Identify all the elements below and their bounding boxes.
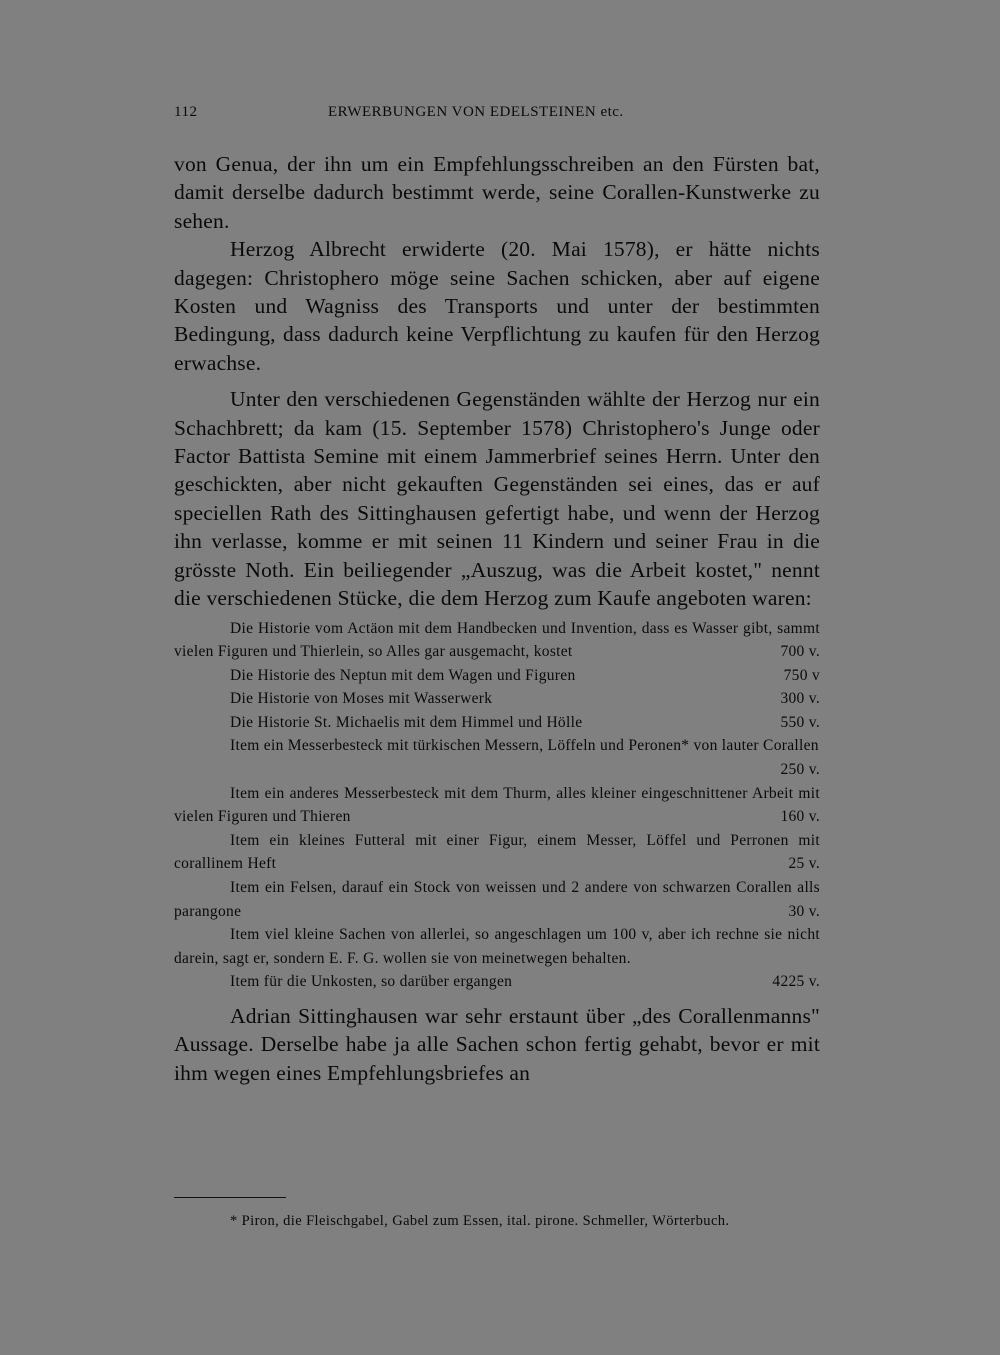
paragraph-3: Unter den verschiedenen Gegenständen wählte der Herzog nur ein Schachbrett; da kam (15. September 1578) Christophero's Junge oder Factor Battista Semine mit einem Jammerbrief seines Herrn. Unter den geschickten, aber nicht gekauften Gegenständen sei eines, das er auf speciellen Rath des Sittinghausen gefertigt habe, und wenn der Herzog ihn verlasse, komme er mit seinen 11 Kindern und seiner Frau in die grösste Noth. Ein beiliegender „Auszug, was die Arbeit kostet," nennt die verschiedenen Stücke, die dem Herzog zum Kaufe angeboten waren: bbox=[174, 387, 820, 611]
item-value: 30 v. bbox=[788, 902, 820, 920]
list-item: Die Historie vom Actäon mit dem Handbecken und Invention, dass es Wasser gibt, sammt vielen Figuren und Thierlein, so Alles gar ausgemacht, kostet 700 v. bbox=[174, 617, 820, 664]
paragraph-2: Herzog Albrecht erwiderte (20. Mai 1578), er hätte nichts dagegen: Christophero möge seine Sachen schicken, aber auf eigene Kosten und Wagniss des Transports und unter der bestimmten Bedingung, dass dadurch keine Verpflichtung zu kaufen für den Herzog erwachse. bbox=[174, 237, 820, 375]
closing-paragraph: Adrian Sittinghausen war sehr erstaunt über „des Corallenmanns" Aussage. Derselbe habe ja alle Sachen schon fertig gehabt, bevor er mit ihm wegen eines Empfehlungsbriefes an bbox=[174, 1004, 820, 1085]
list-item: Die Historie des Neptun mit dem Wagen und Figuren 750 v bbox=[174, 664, 820, 688]
cost-list bbox=[174, 617, 820, 995]
list-item: Item für die Unkosten, so darüber ergangen 4225 v. bbox=[174, 970, 820, 994]
main-text bbox=[174, 150, 820, 1087]
page-number: 112 bbox=[174, 104, 198, 120]
item-value: 25 v. bbox=[788, 855, 820, 873]
item-value: 4225 v. bbox=[772, 973, 820, 991]
item-value: 300 v. bbox=[780, 690, 820, 708]
item-value: 250 v. bbox=[780, 761, 820, 779]
running-title: ERWERBUNGEN VON EDELSTEINEN etc. bbox=[328, 104, 624, 120]
list-item: Die Historie von Moses mit Wasserwerk 300 v. bbox=[174, 687, 820, 711]
footnote: * Piron, die Fleischgabel, Gabel zum Essen, ital. pirone. Schmeller, Wörterbuch. bbox=[230, 1213, 730, 1229]
list-item: Item ein Messerbesteck mit türkischen Messern, Löffeln und Peronen* von lauter Corallen 250 v. bbox=[174, 734, 820, 781]
paragraph-1: von Genua, der ihn um ein Empfehlungsschreiben an den Fürsten bat, damit derselbe dadurch bestimmt werde, seine Corallen-Kunstwerke zu sehen. bbox=[174, 152, 820, 233]
footnote-rule bbox=[174, 1197, 286, 1198]
list-item: Item ein anderes Messerbesteck mit dem Thurm, alles kleiner eingeschnittener Arbeit mit vielen Figuren und Thieren 160 v. bbox=[174, 782, 820, 829]
list-item: Die Historie St. Michaelis mit dem Himmel und Hölle 550 v. bbox=[174, 711, 820, 735]
running-header bbox=[174, 104, 820, 128]
list-item: Item viel kleine Sachen von allerlei, so angeschlagen um 100 v, aber ich rechne sie nicht darein, sagt er, sondern E. F. G. wollen sie von meinetwegen behalten. bbox=[174, 926, 820, 967]
item-value: 700 v. bbox=[780, 643, 820, 661]
item-value: 750 v bbox=[783, 666, 820, 684]
list-item: Item ein kleines Futteral mit einer Figur, einem Messer, Löffel und Perronen mit corallinem Heft 25 v. bbox=[174, 829, 820, 876]
item-value: 550 v. bbox=[780, 713, 820, 731]
list-item: Item ein Felsen, darauf ein Stock von weissen und 2 andere von schwarzen Corallen alls parangone 30 v. bbox=[174, 876, 820, 923]
item-value: 160 v. bbox=[780, 808, 820, 826]
